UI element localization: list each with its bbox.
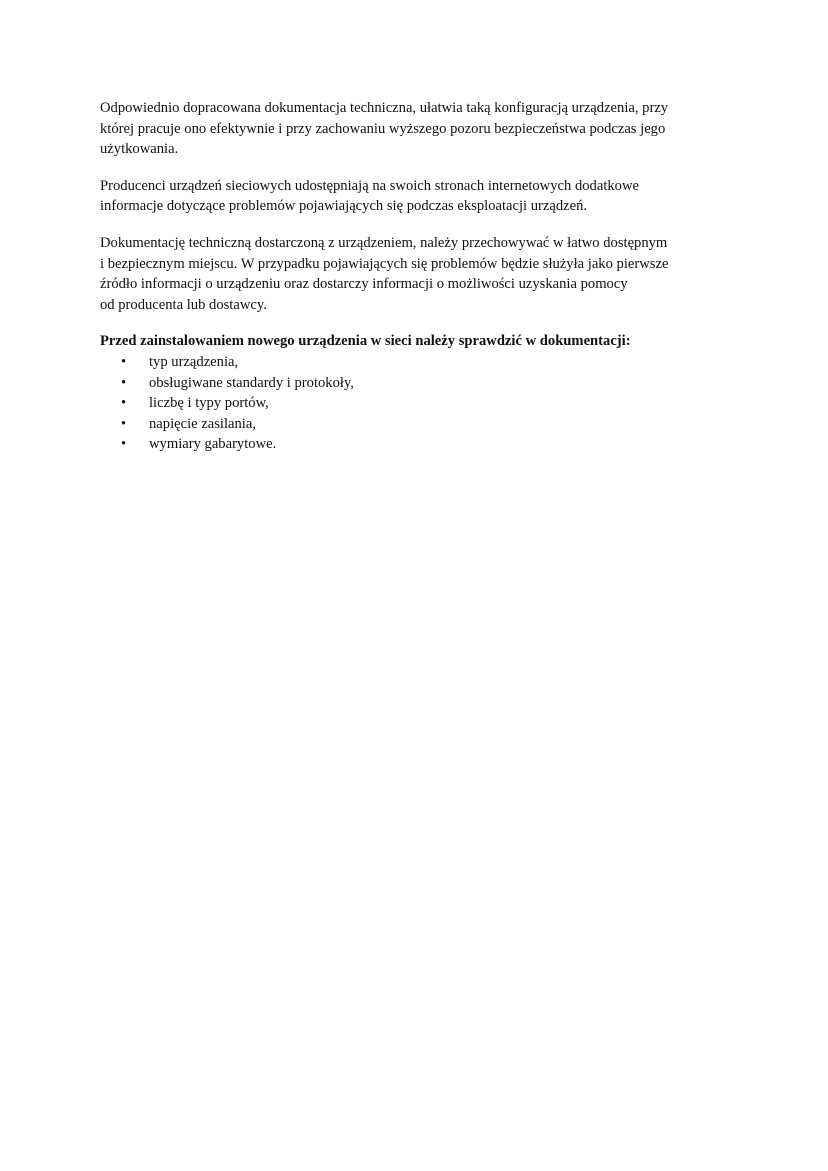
text-line: od producenta lub dostawcy.: [100, 296, 267, 313]
bullet-icon: •: [121, 395, 127, 412]
list-item-text: liczbę i typy portów,: [149, 395, 269, 412]
list-item: [100, 414, 710, 435]
bullet-icon: •: [121, 353, 127, 370]
document-page: [100, 98, 710, 455]
paragraph-documentation-intro: [100, 98, 710, 160]
paragraph-manufacturers-info: [100, 176, 710, 217]
text-line: informacje dotyczące problemów pojawiających się podczas eksploatacji urządzeń.: [100, 198, 588, 215]
checklist-heading: Przed zainstalowaniem nowego urządzenia w sieci należy sprawdzić w dokumentacji:: [100, 333, 631, 350]
list-item-text: typ urządzenia,: [149, 353, 239, 370]
list-item-text: napięcie zasilania,: [149, 415, 256, 432]
text-line: której pracuje ono efektywnie i przy zachowaniu wyższego pozoru bezpieczeństwa podczas jego: [100, 120, 666, 137]
bullet-icon: •: [121, 436, 127, 453]
text-line: Odpowiednio dopracowana dokumentacja techniczna, ułatwia taką konfiguracją urządzenia, przy: [100, 100, 669, 116]
bullet-icon: •: [121, 374, 127, 391]
list-item-text: obsługiwane standardy i protokoły,: [149, 374, 354, 391]
list-item: [100, 434, 710, 455]
list-item: [100, 373, 710, 394]
checklist-list: [100, 352, 710, 455]
list-item: [100, 393, 710, 414]
list-item-text: wymiary gabarytowe.: [149, 436, 277, 453]
bullet-icon: •: [121, 415, 127, 432]
list-item: [100, 352, 710, 373]
text-line: Dokumentację techniczną dostarczoną z urządzeniem, należy przechowywać w łatwo dostępnym: [100, 234, 668, 251]
text-line: i bezpiecznym miejscu. W przypadku pojawiających się problemów będzie służyła jako pierwsze: [100, 255, 669, 272]
paragraph-storage-advice: [100, 233, 710, 315]
text-line: użytkowania.: [100, 141, 179, 158]
text-line: Producenci urządzeń sieciowych udostępniają na swoich stronach internetowych dodatkowe: [100, 177, 639, 194]
text-line: źródło informacji o urządzeniu oraz dostarczy informacji o możliwości uzyskania pomocy: [100, 276, 628, 293]
